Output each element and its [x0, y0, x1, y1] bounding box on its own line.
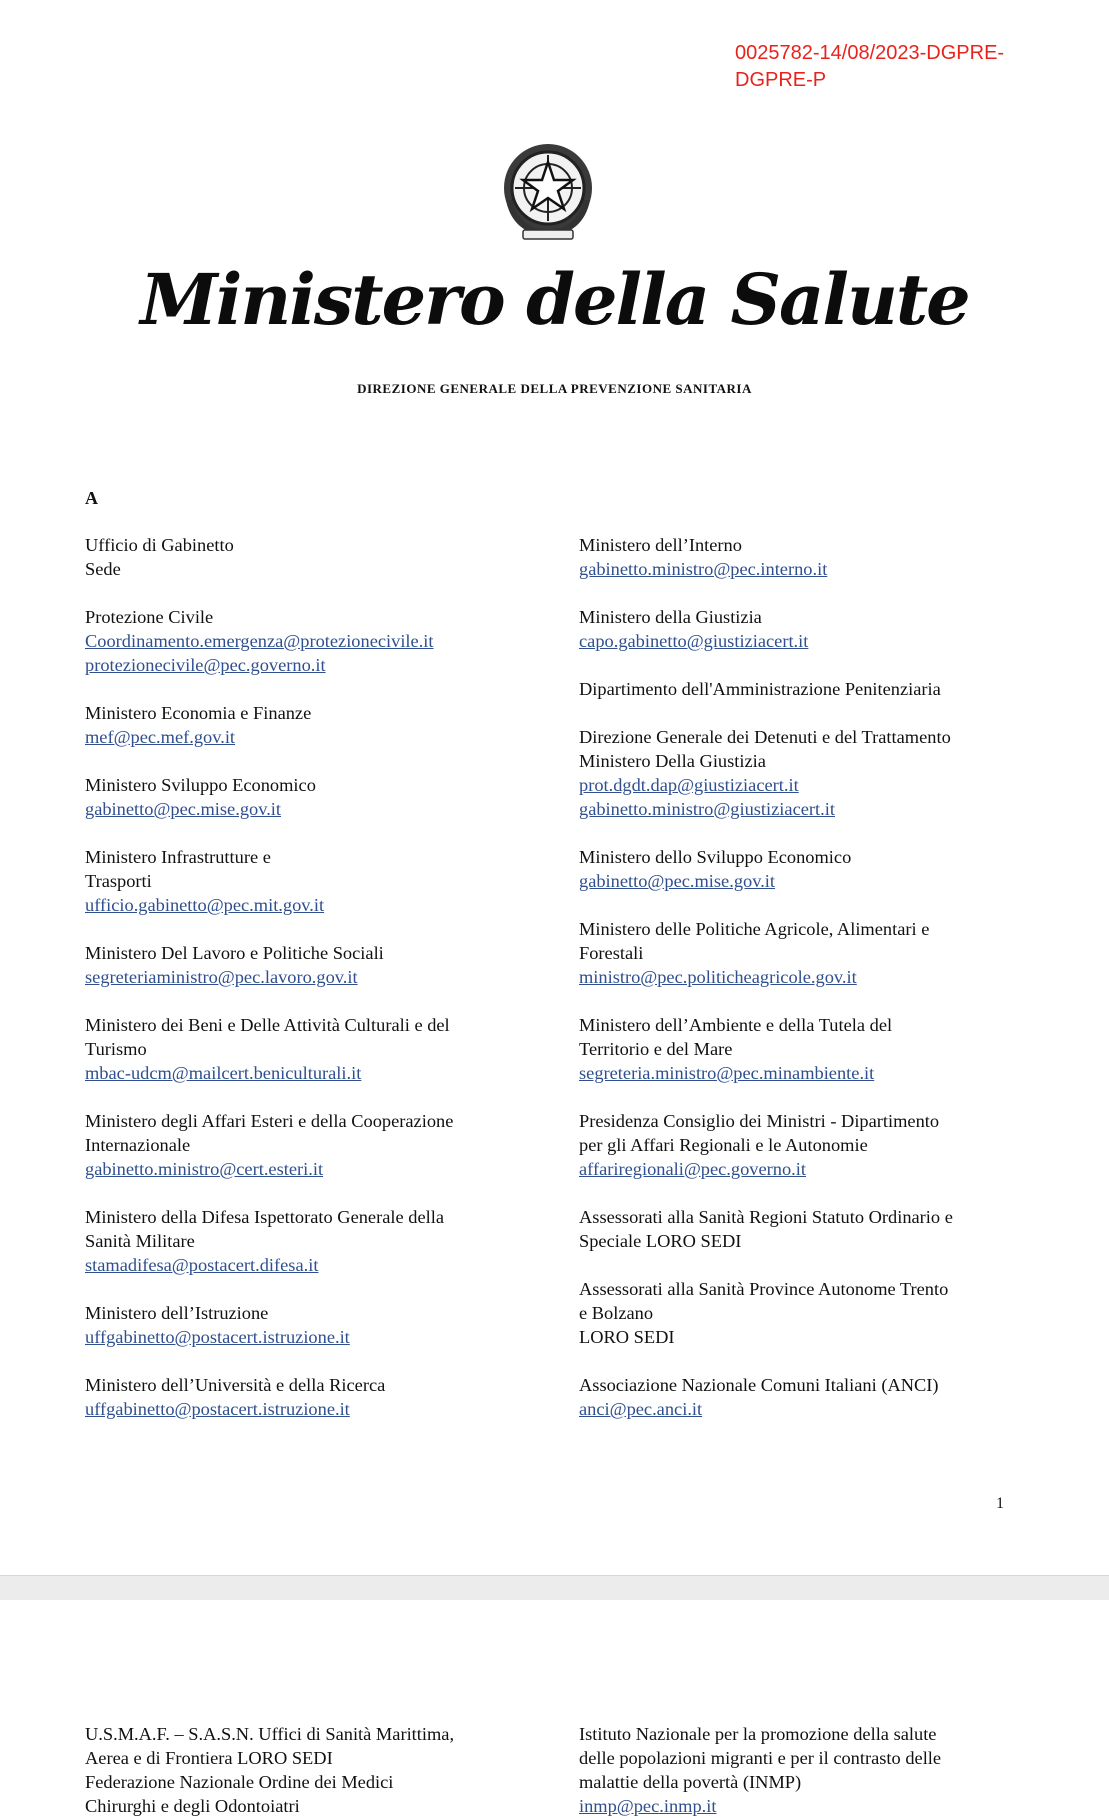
recipient-name-line: Chirurghi e degli Odontoiatri	[85, 1796, 300, 1816]
recipient-name-line: Aerea e di Frontiera LORO SEDI	[85, 1748, 333, 1768]
recipient-name-line: Ministero dei Beni e Delle Attività Culturali e del	[85, 1015, 450, 1035]
recipient-name-line: Ministero Infrastrutture e	[85, 847, 271, 867]
recipient-entry	[579, 1013, 1005, 1085]
recipient-name-line: Ministero dell’Ambiente e della Tutela del	[579, 1015, 893, 1035]
ministry-title: Ministero della Salute	[140, 258, 969, 341]
recipient-email-link[interactable]: mbac-udcm@mailcert.beniculturali.it	[85, 1063, 362, 1083]
protocol-line-2: DGPRE-P	[735, 69, 827, 91]
recipient-email-link[interactable]: segreteriaministro@pec.lavoro.gov.it	[85, 967, 358, 987]
protocol-line-1: 0025782-14/08/2023-DGPRE-	[735, 42, 1005, 64]
recipient-email-link[interactable]: gabinetto.ministro@giustiziacert.it	[579, 799, 835, 819]
recipient-entry	[579, 845, 1005, 893]
page-separator	[0, 1575, 1109, 1602]
recipient-name-line: LORO SEDI	[579, 1327, 675, 1347]
recipient-entry	[85, 941, 515, 989]
recipient-entry	[579, 917, 1005, 989]
recipient-email-link[interactable]: protezionecivile@pec.governo.it	[85, 655, 326, 675]
recipient-name-line: Ministero dell’Interno	[579, 535, 742, 555]
recipient-email-link[interactable]: gabinetto.ministro@cert.esteri.it	[85, 1159, 324, 1179]
recipient-email-link[interactable]: gabinetto@pec.mise.gov.it	[85, 799, 282, 819]
recipient-name-line: Turismo	[85, 1039, 147, 1059]
recipient-email-link[interactable]: Coordinamento.emergenza@protezionecivile.it	[85, 631, 434, 651]
recipient-email-link[interactable]: anci@pec.anci.it	[579, 1399, 703, 1419]
recipient-email-link[interactable]: prot.dgdt.dap@giustiziacert.it	[579, 775, 799, 795]
recipient-name-line: Ministero dell’Università e della Ricerca	[85, 1375, 386, 1395]
recipient-entry	[579, 1109, 1005, 1181]
recipients-right-column	[579, 533, 1005, 1445]
recipient-name-line: Sanità Militare	[85, 1231, 195, 1251]
recipient-email-link[interactable]: uffgabinetto@postacert.istruzione.it	[85, 1327, 350, 1347]
recipient-email-link[interactable]: ministro@pec.politicheagricole.gov.it	[579, 967, 857, 987]
recipient-entry	[579, 677, 1005, 701]
recipient-name-line: Ministero della Giustizia	[579, 607, 762, 627]
recipient-name-line: Presidenza Consiglio dei Ministri - Dipartimento	[579, 1111, 940, 1131]
protocol-stamp	[735, 40, 1055, 94]
recipient-name-line: malattie della povertà (INMP)	[579, 1772, 802, 1792]
recipients-left-column	[85, 533, 515, 1445]
recipient-name-line: delle popolazioni migranti e per il contrasto delle	[579, 1748, 942, 1768]
recipient-entry	[85, 533, 515, 581]
page2-right-recipients	[579, 1722, 1005, 1818]
recipient-name-line: Ministero Del Lavoro e Politiche Sociali	[85, 943, 384, 963]
recipient-name-line: Ministero Economia e Finanze	[85, 703, 312, 723]
recipient-name-line: Ministero Sviluppo Economico	[85, 775, 316, 795]
recipient-email-link[interactable]: uffgabinetto@postacert.istruzione.it	[85, 1399, 350, 1419]
recipient-name-line: Ministero delle Politiche Agricole, Alimentari e	[579, 919, 930, 939]
recipient-email-link[interactable]: inmp@pec.inmp.it	[579, 1796, 717, 1816]
recipient-name-line: Internazionale	[85, 1135, 191, 1155]
recipient-name-line: Istituto Nazionale per la promozione della salute	[579, 1724, 937, 1744]
recipient-entry	[85, 1301, 515, 1349]
page2-left-recipients	[85, 1722, 515, 1818]
recipient-name-line: Ministero degli Affari Esteri e della Cooperazione	[85, 1111, 454, 1131]
recipient-name-line: Sede	[85, 559, 121, 579]
recipient-name-line: Territorio e del Mare	[579, 1039, 733, 1059]
recipient-name-line: Trasporti	[85, 871, 152, 891]
addressee-label: A	[85, 488, 98, 508]
recipient-entry	[85, 605, 515, 677]
recipient-entry	[579, 1373, 1005, 1421]
recipient-name-line: Assessorati alla Sanità Province Autonome Trento	[579, 1279, 949, 1299]
recipient-email-link[interactable]: mef@pec.mef.gov.it	[85, 727, 236, 747]
recipient-entry	[85, 1205, 515, 1277]
recipient-name-line: Speciale LORO SEDI	[579, 1231, 742, 1251]
recipient-entry	[579, 1277, 1005, 1349]
recipient-email-link[interactable]: stamadifesa@postacert.difesa.it	[85, 1255, 319, 1275]
recipient-name-line: Direzione Generale dei Detenuti e del Trattamento	[579, 727, 951, 747]
recipient-email-link[interactable]: segreteria.ministro@pec.minambiente.it	[579, 1063, 875, 1083]
recipient-name-line: per gli Affari Regionali e le Autonomie	[579, 1135, 868, 1155]
recipient-email-link[interactable]: ufficio.gabinetto@pec.mit.gov.it	[85, 895, 325, 915]
recipient-entry	[85, 1109, 515, 1181]
recipient-entry	[579, 725, 1005, 821]
italian-republic-emblem-icon	[495, 138, 601, 248]
recipient-name-line: Ufficio di Gabinetto	[85, 535, 234, 555]
recipient-entry	[85, 1373, 515, 1421]
recipient-email-link[interactable]: gabinetto.ministro@pec.interno.it	[579, 559, 828, 579]
recipient-email-link[interactable]: capo.gabinetto@giustiziacert.it	[579, 631, 809, 651]
recipient-entry	[579, 1205, 1005, 1253]
recipient-email-link[interactable]: gabinetto@pec.mise.gov.it	[579, 871, 776, 891]
recipient-name-line: Ministero dell’Istruzione	[85, 1303, 269, 1323]
recipient-name-line: Ministero della Difesa Ispettorato Generale della	[85, 1207, 444, 1227]
recipient-name-line: Protezione Civile	[85, 607, 214, 627]
recipient-name-line: e Bolzano	[579, 1303, 654, 1323]
recipient-entry	[85, 1013, 515, 1085]
recipient-name-line: U.S.M.A.F. – S.A.S.N. Uffici di Sanità Marittima,	[85, 1724, 455, 1744]
recipient-entry	[85, 773, 515, 821]
recipient-name-line: Dipartimento dell'Amministrazione Penitenziaria	[579, 679, 941, 699]
direction-subtitle: DIREZIONE GENERALE DELLA PREVENZIONE SANITARIA	[357, 381, 752, 396]
recipient-name-line: Associazione Nazionale Comuni Italiani (ANCI)	[579, 1375, 939, 1395]
recipient-name-line: Ministero dello Sviluppo Economico	[579, 847, 852, 867]
recipient-name-line: Federazione Nazionale Ordine dei Medici	[85, 1772, 394, 1792]
page-number: 1	[996, 1495, 1004, 1512]
recipient-entry	[85, 701, 515, 749]
recipient-entry	[85, 845, 515, 917]
recipient-entry	[579, 533, 1005, 581]
recipient-name-line: Assessorati alla Sanità Regioni Statuto Ordinario e	[579, 1207, 953, 1227]
recipient-entry	[579, 605, 1005, 653]
recipient-name-line: Ministero Della Giustizia	[579, 751, 766, 771]
recipient-name-line: Forestali	[579, 943, 644, 963]
recipient-email-link[interactable]: affariregionali@pec.governo.it	[579, 1159, 806, 1179]
